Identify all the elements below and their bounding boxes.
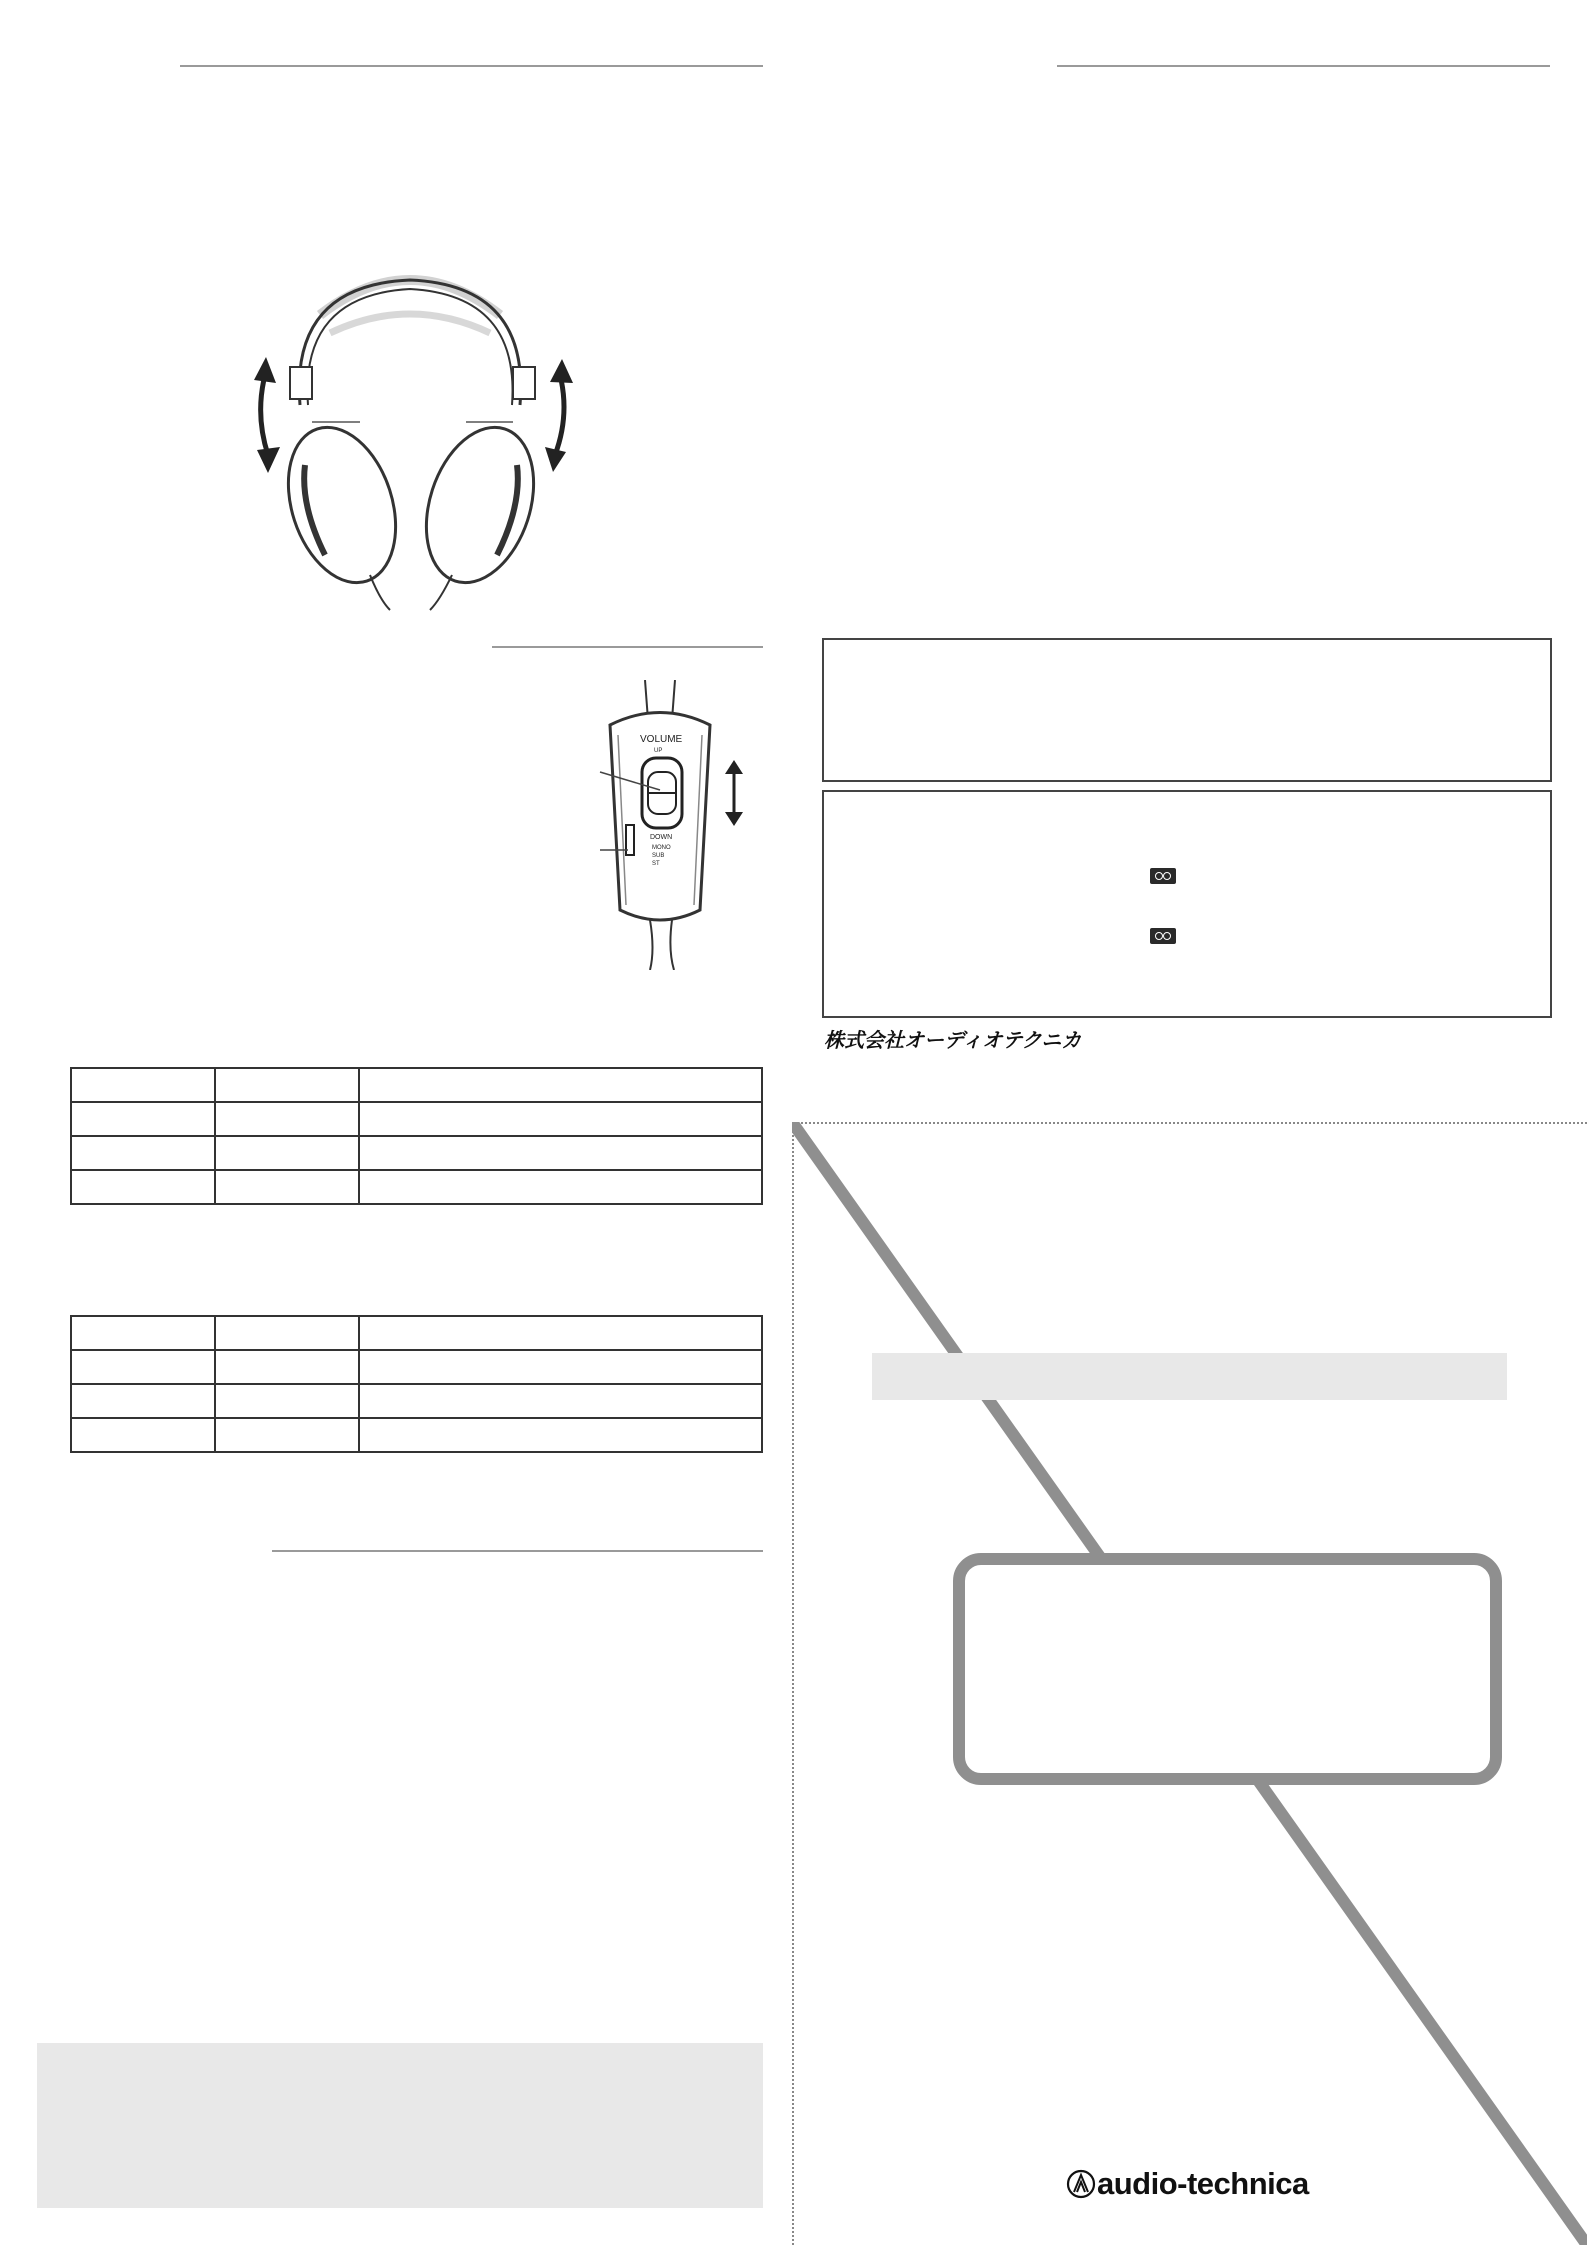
table-cell	[71, 1384, 215, 1418]
table-cell	[215, 1136, 359, 1170]
cover-label-box	[953, 1553, 1502, 1785]
table-cell	[71, 1316, 215, 1350]
section-rule-top-right	[1057, 65, 1550, 67]
company-name: 株式会社オーディオテクニカ	[824, 1028, 1082, 1052]
table-row	[71, 1418, 762, 1452]
note-panel	[37, 2043, 763, 2208]
table-row	[71, 1102, 762, 1136]
table-row	[71, 1384, 762, 1418]
table-cell	[215, 1102, 359, 1136]
volume-label: VOLUME	[640, 734, 683, 745]
table-cell	[215, 1068, 359, 1102]
spec-table-1	[70, 1067, 763, 1205]
section-rule-volume	[492, 646, 763, 648]
table-cell	[71, 1136, 215, 1170]
cassette-icon	[1150, 868, 1176, 884]
table-cell	[215, 1384, 359, 1418]
table-cell	[71, 1068, 215, 1102]
headphones-illustration	[230, 255, 620, 625]
table-cell	[215, 1316, 359, 1350]
table-row	[71, 1316, 762, 1350]
table-cell	[359, 1316, 762, 1350]
notice-box-2	[822, 790, 1552, 1018]
table-cell	[71, 1350, 215, 1384]
brand-logo-text: audio-technica	[1097, 2166, 1309, 2201]
table-cell	[359, 1102, 762, 1136]
st-label: ST	[652, 861, 660, 867]
table-cell	[215, 1418, 359, 1452]
section-rule-lower-left	[272, 1550, 763, 1552]
table-row	[71, 1136, 762, 1170]
table-cell	[215, 1350, 359, 1384]
table-cell	[359, 1418, 762, 1452]
table-row	[71, 1350, 762, 1384]
down-label: DOWN	[650, 834, 673, 841]
table-cell	[359, 1068, 762, 1102]
table-row	[71, 1170, 762, 1204]
table-cell	[359, 1350, 762, 1384]
table-row	[71, 1068, 762, 1102]
mono-label: MONO	[652, 845, 671, 851]
table-cell	[71, 1102, 215, 1136]
audio-technica-logo-icon	[1066, 2169, 1096, 2199]
cassette-icon	[1150, 928, 1176, 944]
table-cell	[359, 1170, 762, 1204]
notice-box-1	[822, 638, 1552, 782]
adjust-arrow-icon	[722, 760, 746, 826]
cover-title-band	[872, 1353, 1507, 1400]
table-cell	[215, 1170, 359, 1204]
table-cell	[359, 1136, 762, 1170]
table-cell	[359, 1384, 762, 1418]
sub-label: SUB	[652, 853, 665, 859]
table-cell	[71, 1418, 215, 1452]
spec-table-2	[70, 1315, 763, 1453]
table-cell	[71, 1170, 215, 1204]
up-label: UP	[654, 748, 663, 754]
section-rule-top-left	[180, 65, 763, 67]
